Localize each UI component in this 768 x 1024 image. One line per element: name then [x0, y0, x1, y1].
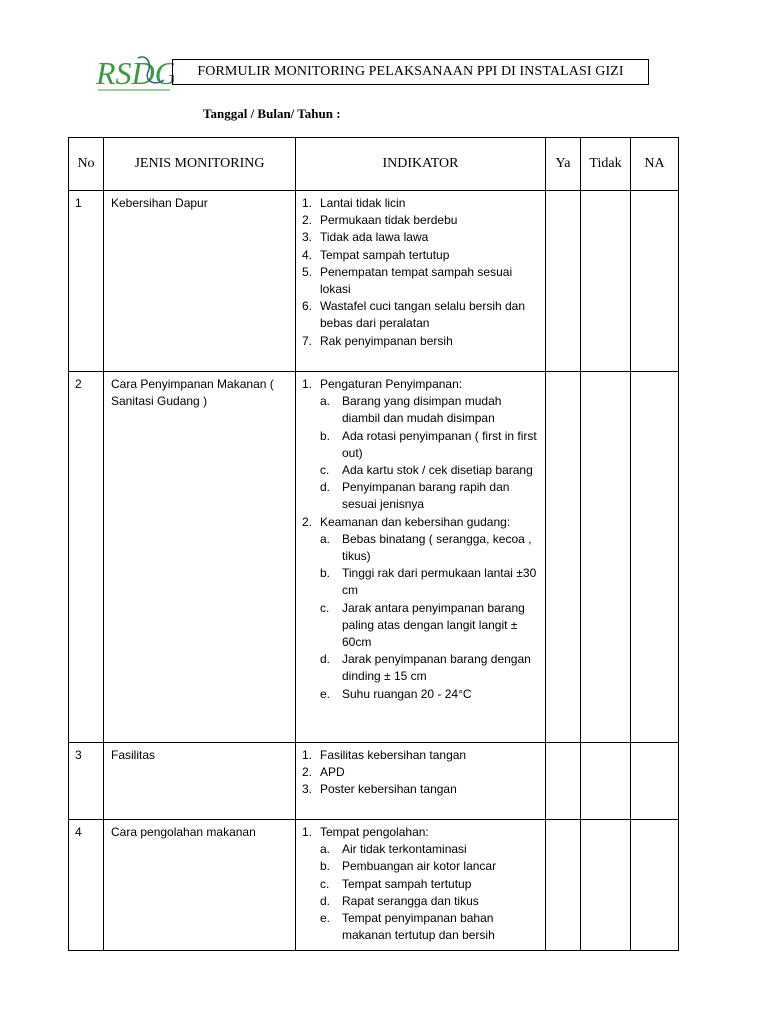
- table-row: [69, 820, 679, 951]
- item-number: 1.: [302, 748, 313, 762]
- row-number: 4: [69, 820, 104, 951]
- item-text: Tempat pengolahan:: [320, 825, 429, 839]
- na-checkbox-cell[interactable]: [631, 820, 679, 951]
- indicator-item: [302, 514, 539, 703]
- indicator-item: [302, 781, 539, 798]
- ya-checkbox-cell[interactable]: [546, 743, 581, 820]
- date-label: Tanggal / Bulan/ Tahun :: [203, 106, 341, 121]
- indicator-item: [302, 764, 539, 781]
- sub-item-text: Penyimpanan barang rapih dan sesuai jenisnya: [342, 480, 510, 512]
- indicator-item: [302, 376, 539, 514]
- monitoring-table: [68, 137, 679, 951]
- sub-item-text: Jarak antara penyimpanan barang paling atas dengan langit langit ± 60cm: [342, 600, 525, 650]
- table-header-row: [69, 138, 679, 191]
- tidak-checkbox-cell[interactable]: [581, 820, 631, 951]
- item-number: 6.: [302, 299, 313, 314]
- item-number: 7.: [302, 333, 313, 348]
- sub-item-letter: d.: [320, 480, 331, 495]
- item-text: Permukaan tidak berdebu: [320, 213, 458, 228]
- item-text: Fasilitas kebersihan tangan: [320, 748, 467, 762]
- sub-indicator-item: [302, 479, 539, 513]
- header-na: NA: [631, 138, 679, 191]
- sub-item-text: Tempat sampah tertutup: [342, 876, 472, 891]
- item-text: Keamanan dan kebersihan gudang:: [320, 514, 511, 529]
- table-row: [69, 372, 679, 743]
- sub-item-text: Rapat serangga dan tikus: [342, 893, 479, 908]
- monitoring-type: Kebersihan Dapur: [104, 191, 296, 372]
- indicator-list: [296, 372, 546, 743]
- sub-item-text: Pembuangan air kotor lancar: [342, 859, 497, 874]
- item-text: Poster kebersihan tangan: [320, 782, 457, 797]
- item-text: Penempatan tempat sampah sesuai lokasi: [320, 264, 513, 297]
- sub-item-letter: e.: [320, 911, 331, 926]
- sub-item-letter: b.: [320, 566, 331, 581]
- sub-item-letter: e.: [320, 686, 331, 701]
- sub-item-letter: c.: [320, 600, 330, 615]
- header-jenis: JENIS MONITORING: [104, 138, 296, 191]
- na-checkbox-cell[interactable]: [631, 372, 679, 743]
- indicator-item: [302, 247, 539, 264]
- tidak-checkbox-cell[interactable]: [581, 743, 631, 820]
- item-text: Rak penyimpanan bersih: [320, 333, 453, 348]
- item-number: 2.: [302, 514, 313, 529]
- sub-item-letter: d.: [320, 893, 331, 908]
- item-text: Tempat sampah tertutup: [320, 247, 450, 262]
- tidak-checkbox-cell[interactable]: [581, 191, 631, 372]
- item-number: 3.: [302, 782, 313, 797]
- header-no: No: [69, 138, 104, 191]
- hospital-logo: [94, 52, 174, 96]
- indicator-item: [302, 212, 539, 229]
- ya-checkbox-cell[interactable]: [546, 191, 581, 372]
- sub-item-text: Jarak penyimpanan barang dengan dinding ± 15 cm: [342, 652, 531, 684]
- indicator-item: [302, 824, 539, 944]
- row-number: 3: [69, 743, 104, 820]
- indicator-item: [302, 229, 539, 246]
- sub-item-text: Suhu ruangan 20 - 24°C: [342, 686, 472, 701]
- sub-item-text: Tempat penyimpanan bahan makanan tertutup dan bersih: [342, 911, 495, 943]
- item-text: Tidak ada lawa lawa: [320, 230, 429, 245]
- sub-item-text: Air tidak terkontaminasi: [342, 842, 467, 857]
- sub-indicator-item: [302, 841, 539, 858]
- na-checkbox-cell[interactable]: [631, 743, 679, 820]
- monitoring-type: Cara Penyimpanan Makanan ( Sanitasi Gudang ): [104, 372, 296, 743]
- sub-indicator-item: [302, 910, 539, 944]
- sub-item-letter: b.: [320, 428, 331, 443]
- na-checkbox-cell[interactable]: [631, 191, 679, 372]
- sub-indicator-item: [302, 893, 539, 910]
- sub-item-text: Tinggi rak dari permukaan lantai ±30 cm: [342, 566, 537, 598]
- table-row: [69, 743, 679, 820]
- indicator-list: [296, 743, 546, 820]
- sub-item-letter: a.: [320, 394, 331, 409]
- sub-item-letter: a.: [320, 531, 331, 546]
- header-ya: Ya: [546, 138, 581, 191]
- sub-item-letter: a.: [320, 842, 331, 857]
- sub-item-text: Ada rotasi penyimpanan ( first in first out): [342, 428, 537, 460]
- sub-indicator-item: [302, 858, 539, 875]
- sub-indicator-item: [302, 876, 539, 893]
- sub-item-text: Ada kartu stok / cek disetiap barang: [342, 463, 533, 478]
- indicator-item: [302, 333, 539, 350]
- row-number: 1: [69, 191, 104, 372]
- sub-item-letter: b.: [320, 859, 331, 874]
- item-number: 1.: [302, 825, 313, 839]
- item-number: 4.: [302, 247, 313, 262]
- indicator-item: [302, 298, 539, 332]
- tidak-checkbox-cell[interactable]: [581, 372, 631, 743]
- item-number: 3.: [302, 230, 313, 245]
- item-number: 1.: [302, 377, 313, 391]
- sub-item-letter: c.: [320, 463, 330, 478]
- item-number: 2.: [302, 213, 313, 228]
- indicator-item: [302, 264, 539, 298]
- sub-item-letter: c.: [320, 876, 330, 891]
- item-text: Wastafel cuci tangan selalu bersih dan bebas dari peralatan: [320, 299, 526, 331]
- row-number: 2: [69, 372, 104, 743]
- sub-indicator-item: [302, 651, 539, 685]
- sub-item-text: Bebas binatang ( serangga, kecoa , tikus): [342, 531, 532, 564]
- sub-indicator-item: [302, 462, 539, 479]
- monitoring-type: Fasilitas: [104, 743, 296, 820]
- sub-indicator-item: [302, 393, 539, 427]
- ya-checkbox-cell[interactable]: [546, 820, 581, 951]
- item-number: 2.: [302, 765, 313, 780]
- sub-indicator-item: [302, 565, 539, 599]
- sub-indicator-item: [302, 531, 539, 565]
- item-text: APD: [320, 765, 345, 780]
- item-number: 1.: [302, 196, 313, 210]
- item-text: Lantai tidak licin: [320, 196, 406, 210]
- indicator-list: [296, 820, 546, 951]
- sub-indicator-item: [302, 428, 539, 462]
- sub-indicator-item: [302, 686, 539, 703]
- form-title: FORMULIR MONITORING PELAKSANAAN PPI DI INSTALASI GIZI: [172, 59, 649, 85]
- indicator-item: [302, 195, 539, 212]
- indicator-item: [302, 747, 539, 764]
- header-indikator: INDIKATOR: [296, 138, 546, 191]
- indicator-list: [296, 191, 546, 372]
- item-number: 5.: [302, 264, 313, 279]
- sub-item-letter: d.: [320, 652, 331, 667]
- monitoring-type: Cara pengolahan makanan: [104, 820, 296, 951]
- sub-item-text: Barang yang disimpan mudah diambil dan mudah disimpan: [342, 394, 502, 426]
- table-row: [69, 191, 679, 372]
- sub-indicator-item: [302, 600, 539, 652]
- ya-checkbox-cell[interactable]: [546, 372, 581, 743]
- header-tidak: Tidak: [581, 138, 631, 191]
- item-text: Pengaturan Penyimpanan:: [320, 377, 463, 391]
- logo-text: RSDG: [96, 55, 174, 91]
